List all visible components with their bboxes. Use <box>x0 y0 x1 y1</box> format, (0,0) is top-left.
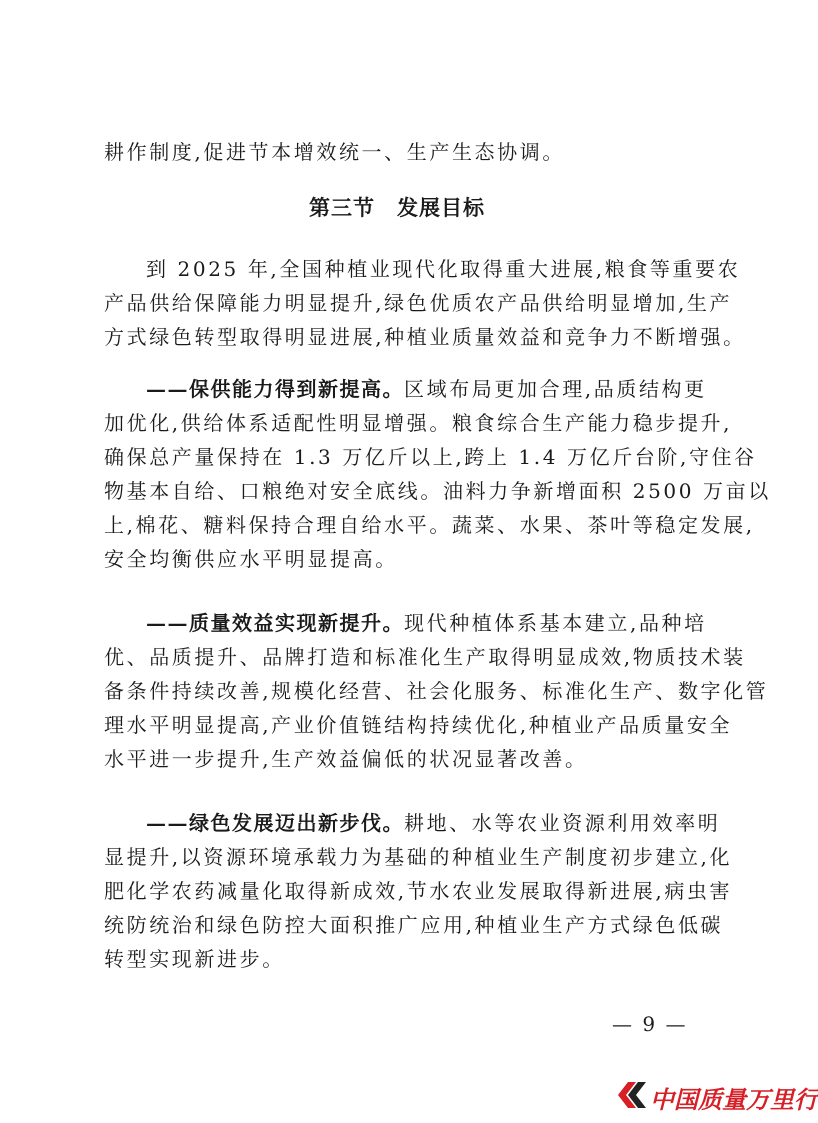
watermark-text: 中国质量万里行 <box>650 1086 818 1114</box>
paragraph-line: 备条件持续改善,规模化经营、社会化服务、标准化生产、数字化管 <box>104 679 769 703</box>
paragraph-line: 安全均衡供应水平明显提高。 <box>104 547 398 571</box>
goal-quality <box>104 606 769 776</box>
paragraph-line: 显提升,以资源环境承载力为基础的种植业生产制度初步建立,化 <box>104 845 733 869</box>
paragraph-line: 上,棉花、糖料保持合理自给水平。蔬菜、水果、茶叶等稳定发展, <box>104 513 755 537</box>
section-title: 发展目标 <box>397 195 485 220</box>
goal-heading: ——保供能力得到新提高。 <box>146 377 404 401</box>
watermark-logo <box>612 1076 818 1116</box>
goal-heading: ——质量效益实现新提升。 <box>146 611 404 635</box>
intro-line: 耕作制度,促进节本增效统一、生产生态协调。 <box>104 140 565 164</box>
paragraph-line: 物基本自给、口粮绝对安全底线。油料力争新增面积 2500 万亩以 <box>104 479 771 503</box>
goal-text: 区域布局更加合理,品质结构更 <box>404 377 707 401</box>
goal-text: 耕地、水等农业资源利用效率明 <box>404 811 721 835</box>
paragraph-line: 肥化学农药减量化取得新成效,节水农业发展取得新进展,病虫害 <box>104 879 733 903</box>
goal-text: 现代种植体系基本建立,品种培 <box>404 611 707 635</box>
paragraph-line: 到 2025 年,全国种植业现代化取得重大进展,粮食等重要农 <box>146 257 741 281</box>
paragraph-line: 产品供给保障能力明显提升,绿色优质农产品供给明显增加,生产 <box>104 291 733 315</box>
goal-first-line <box>104 806 721 840</box>
paragraph-line: 转型实现新进步。 <box>104 947 285 971</box>
section-heading <box>0 192 794 222</box>
chevron-logo-icon <box>614 1080 648 1110</box>
paragraph-line: 统防统治和绿色防控大面积推广应用,种植业生产方式绿色低碳 <box>104 913 724 937</box>
goal-green <box>104 806 733 976</box>
goal-first-line <box>104 372 707 406</box>
paragraph-line: 加优化,供给体系适配性明显增强。粮食综合生产能力稳步提升, <box>104 411 733 435</box>
goal-first-line <box>104 606 707 640</box>
paragraph-line: 方式绿色转型取得明显进展,种植业质量效益和竞争力不断增强。 <box>104 325 746 349</box>
intro-text <box>104 135 694 169</box>
section-number: 第三节 <box>309 195 375 220</box>
page-number: — 9 — <box>612 1012 688 1036</box>
goal-supply <box>104 372 771 576</box>
paragraph-overview <box>104 252 746 354</box>
paragraph-line: 水平进一步提升,生产效益偏低的状况显著改善。 <box>104 747 588 771</box>
goal-heading: ——绿色发展迈出新步伐。 <box>146 811 404 835</box>
paragraph-line: 优、品质提升、品牌打造和标准化生产取得明显成效,物质技术装 <box>104 645 746 669</box>
paragraph-line: 理水平明显提高,产业价值链结构持续优化,种植业产品质量安全 <box>104 713 733 737</box>
paragraph-line: 确保总产量保持在 1.3 万亿斤以上,跨上 1.4 万亿斤台阶,守住谷 <box>104 445 757 469</box>
